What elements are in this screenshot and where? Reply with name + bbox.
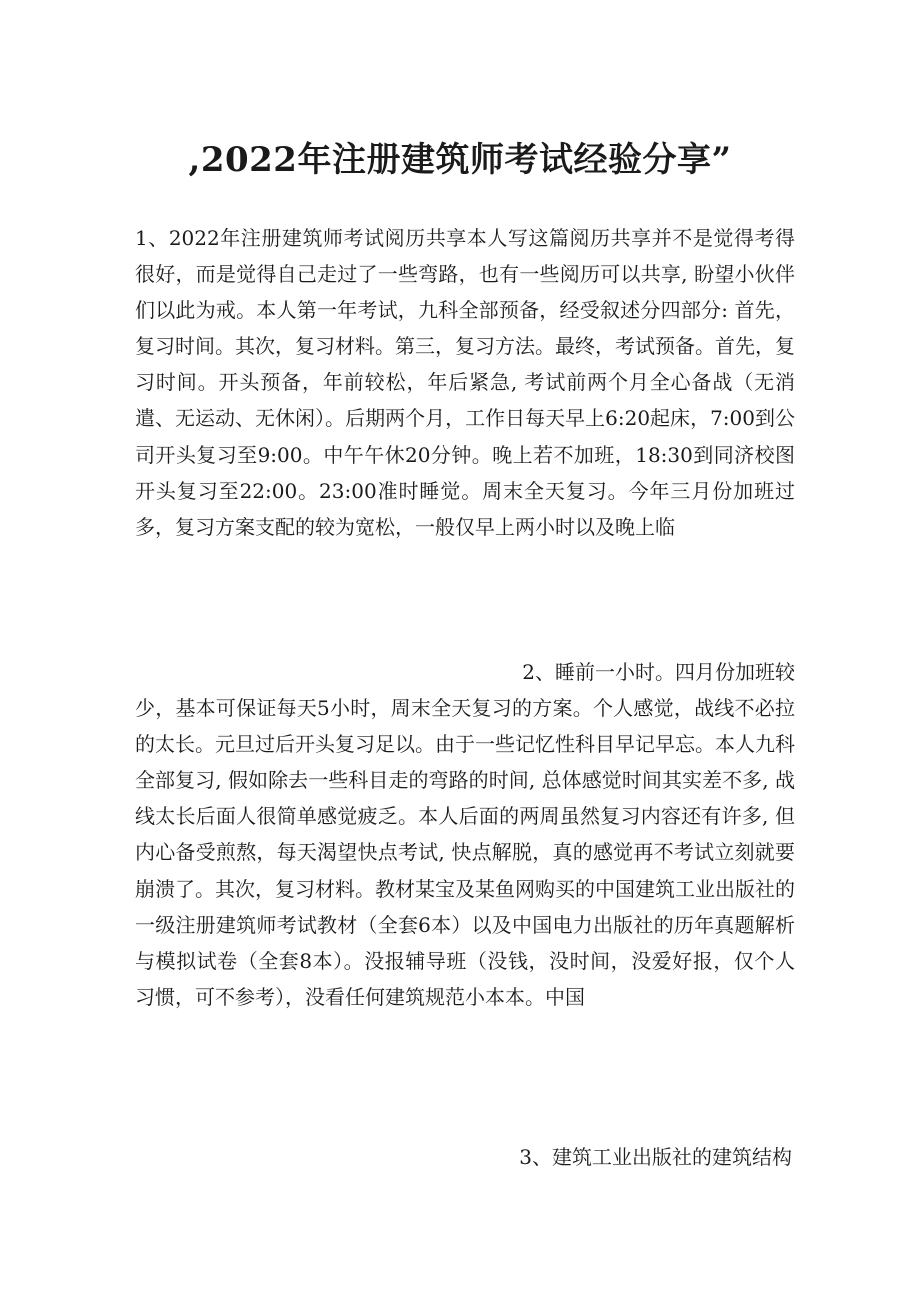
paragraph-2-block <box>135 654 795 1015</box>
paragraph-1: 1、2022年注册建筑师考试阅历共享本人写这篇阅历共享并不是觉得考得很好，而是觉得自己走过了一些弯路，也有一些阅历可以共享, 盼望小伙伴们以此为戒。本人第一年考试，九科全部预备，经受叙述分四部分: 首先，复习时间。其次，复习材料。第三，复习方法。最终，考试预备。首先，复习时间。开头预备，年前较松，年后紧急, 考试前两个月全心备战（无消遣、无运动、无休闲）。后期两个月，工作日每天早上6:20起床，7:00到公司开头复习至9:00。中午午休20分钟。晚上若不加班，18:30到同济校图开头复习至22:00。23:00准时睡觉。周末全天复习。今年三月份加班过多，复习方案支配的较为宽松，一般仅早上两小时以及晚上临 <box>135 226 795 539</box>
paragraph-3-lead: 3、建筑工业出版社的建筑结构 <box>519 1145 792 1169</box>
paragraph-2-body: 少，基本可保证每天5小时，周末全天复习的方案。个人感觉，战线不必拉的太长。元旦过后开头复习足以。由于一些记忆性科目早记早忘。本人九科全部复习, 假如除去一些科目走的弯路的时间, 总体感觉时间其实差不多, 战线太长后面人很简单感觉疲乏。本人后面的两周虽然复习内容还有许多, 但内心备受煎熬，每天渴望快点考试, 快点解脱，真的感觉再不考试立刻就要崩溃了。其次，复习材料。教材某宝及某鱼网购买的中国建筑工业出版社的一级注册建筑师考试教材（全套6本）以及中国电力出版社的历年真题解析与模拟试卷（全套8本）。没报辅导班（没钱，没时间，没爱好报，仅个人习惯，可不参考），没看任何建筑规范小本本。中国 <box>135 696 795 1009</box>
paragraph-2-lead: 2、睡前一小时。四月份加班较 <box>522 660 795 684</box>
document-title: ,2022年注册建筑师考试经验分享” <box>188 140 732 180</box>
